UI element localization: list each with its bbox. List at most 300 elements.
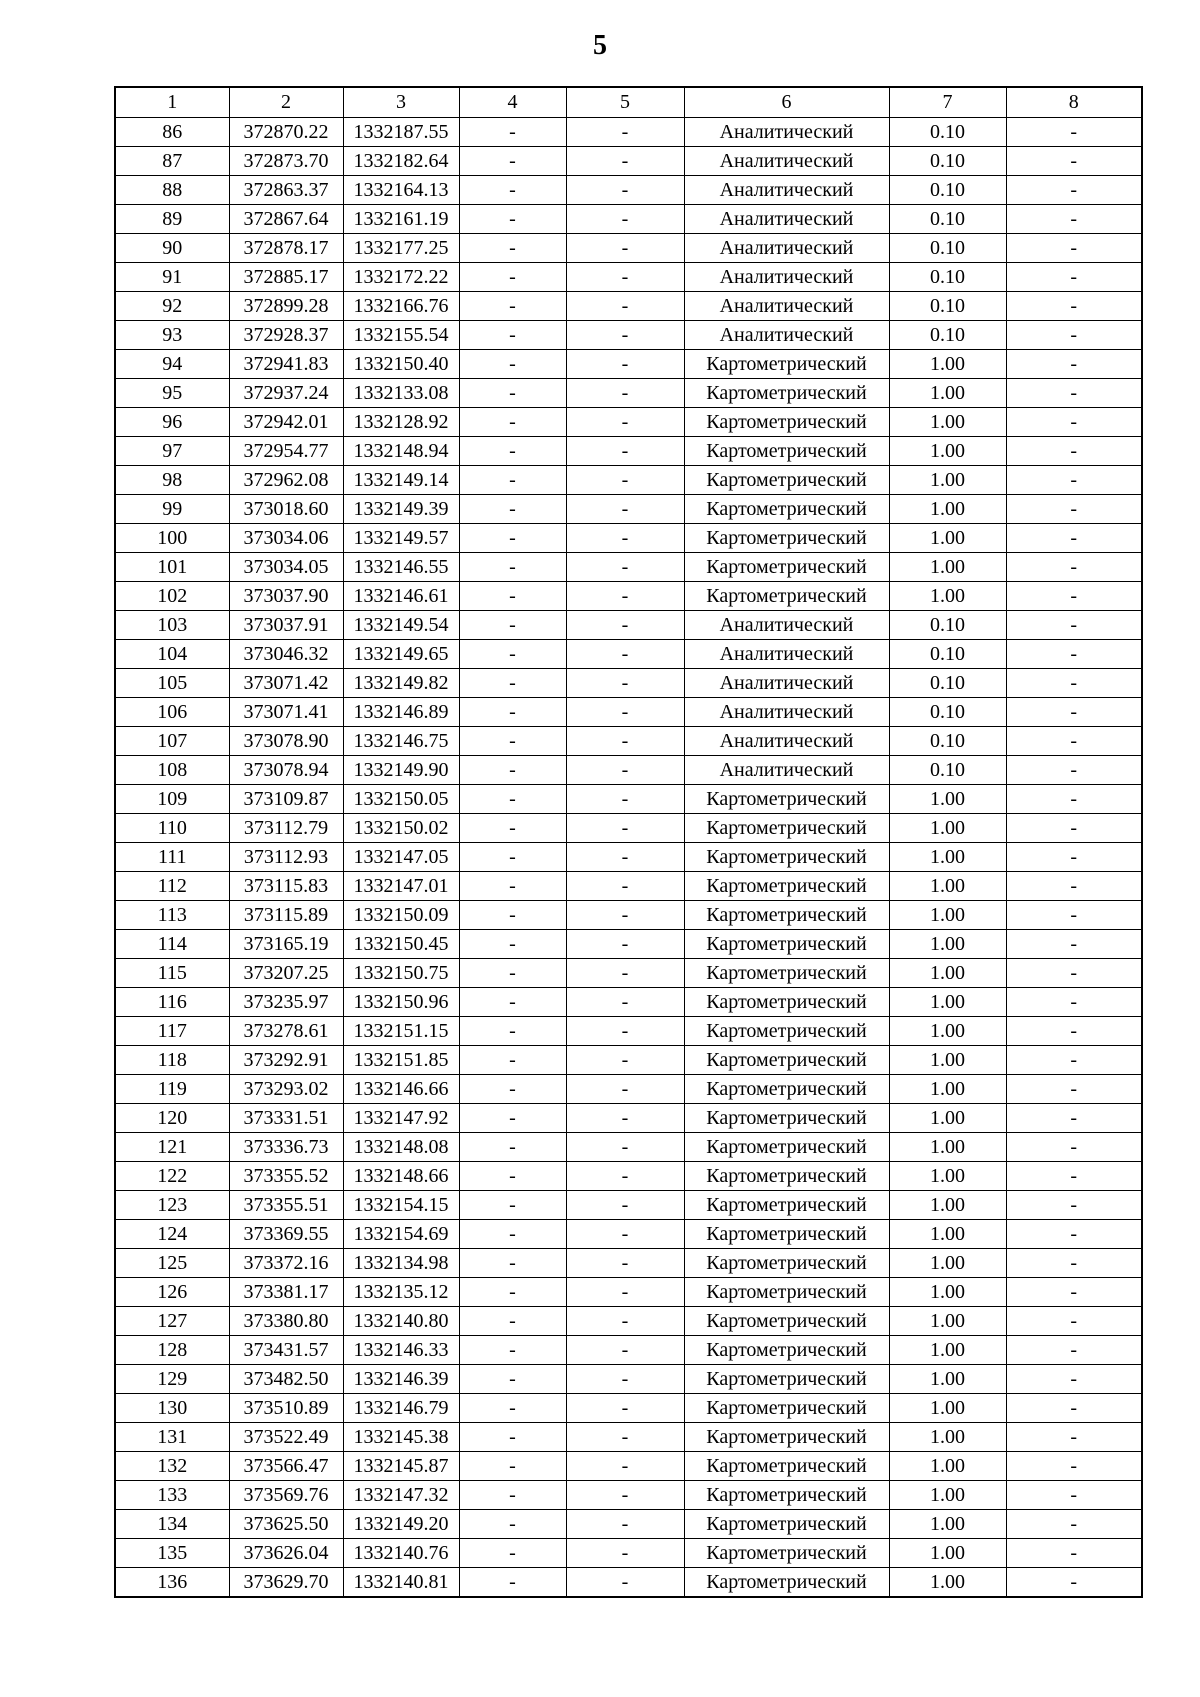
- cell-col-8: -: [1006, 639, 1142, 668]
- cell-coordinate-y: 1332140.76: [343, 1538, 459, 1567]
- cell-point-number: 98: [115, 465, 229, 494]
- cell-point-number: 128: [115, 1335, 229, 1364]
- cell-point-number: 125: [115, 1248, 229, 1277]
- cell-col-4: -: [459, 436, 566, 465]
- cell-col-4: -: [459, 697, 566, 726]
- cell-point-number: 97: [115, 436, 229, 465]
- cell-coordinate-y: 1332140.81: [343, 1567, 459, 1597]
- cell-method: Картометрический: [684, 813, 889, 842]
- cell-method: Картометрический: [684, 349, 889, 378]
- cell-coordinate-x: 372870.22: [229, 117, 343, 146]
- table-row: [115, 726, 1142, 755]
- cell-col-8: -: [1006, 929, 1142, 958]
- cell-method: Аналитический: [684, 610, 889, 639]
- table-row: [115, 378, 1142, 407]
- cell-coordinate-x: 372928.37: [229, 320, 343, 349]
- cell-point-number: 123: [115, 1190, 229, 1219]
- table-row: [115, 871, 1142, 900]
- cell-col-5: -: [566, 204, 684, 233]
- column-header-1: 1: [115, 87, 229, 117]
- cell-coordinate-y: 1332134.98: [343, 1248, 459, 1277]
- cell-col-5: -: [566, 117, 684, 146]
- table-row: [115, 1074, 1142, 1103]
- cell-accuracy: 1.00: [889, 349, 1006, 378]
- cell-accuracy: 1.00: [889, 1161, 1006, 1190]
- cell-col-4: -: [459, 1045, 566, 1074]
- cell-col-8: -: [1006, 117, 1142, 146]
- cell-method: Картометрический: [684, 1451, 889, 1480]
- cell-method: Картометрический: [684, 871, 889, 900]
- cell-col-8: -: [1006, 813, 1142, 842]
- cell-coordinate-y: 1332149.39: [343, 494, 459, 523]
- cell-accuracy: 1.00: [889, 987, 1006, 1016]
- cell-coordinate-x: 373112.79: [229, 813, 343, 842]
- cell-coordinate-x: 373115.83: [229, 871, 343, 900]
- cell-accuracy: 1.00: [889, 958, 1006, 987]
- table-row: [115, 1161, 1142, 1190]
- cell-accuracy: 1.00: [889, 465, 1006, 494]
- cell-col-5: -: [566, 1451, 684, 1480]
- cell-point-number: 86: [115, 117, 229, 146]
- cell-col-4: -: [459, 639, 566, 668]
- cell-col-8: -: [1006, 349, 1142, 378]
- cell-point-number: 110: [115, 813, 229, 842]
- cell-accuracy: 1.00: [889, 1103, 1006, 1132]
- column-header-4: 4: [459, 87, 566, 117]
- cell-coordinate-y: 1332150.05: [343, 784, 459, 813]
- cell-coordinate-y: 1332150.09: [343, 900, 459, 929]
- cell-accuracy: 1.00: [889, 813, 1006, 842]
- cell-point-number: 119: [115, 1074, 229, 1103]
- cell-col-5: -: [566, 755, 684, 784]
- cell-method: Аналитический: [684, 697, 889, 726]
- cell-col-4: -: [459, 1190, 566, 1219]
- cell-accuracy: 1.00: [889, 929, 1006, 958]
- cell-point-number: 91: [115, 262, 229, 291]
- cell-method: Картометрический: [684, 581, 889, 610]
- cell-coordinate-y: 1332146.89: [343, 697, 459, 726]
- cell-col-5: -: [566, 610, 684, 639]
- cell-col-4: -: [459, 523, 566, 552]
- cell-point-number: 92: [115, 291, 229, 320]
- cell-coordinate-x: 373109.87: [229, 784, 343, 813]
- cell-col-8: -: [1006, 1306, 1142, 1335]
- cell-method: Картометрический: [684, 1103, 889, 1132]
- cell-col-5: -: [566, 581, 684, 610]
- table-row: [115, 1335, 1142, 1364]
- cell-coordinate-x: 373293.02: [229, 1074, 343, 1103]
- cell-method: Картометрический: [684, 842, 889, 871]
- cell-col-8: -: [1006, 1335, 1142, 1364]
- cell-coordinate-y: 1332135.12: [343, 1277, 459, 1306]
- cell-col-5: -: [566, 1132, 684, 1161]
- table-row: [115, 262, 1142, 291]
- cell-col-5: -: [566, 1480, 684, 1509]
- cell-accuracy: 1.00: [889, 436, 1006, 465]
- cell-coordinate-x: 373522.49: [229, 1422, 343, 1451]
- cell-method: Картометрический: [684, 1364, 889, 1393]
- table-row: [115, 1306, 1142, 1335]
- cell-accuracy: 1.00: [889, 1306, 1006, 1335]
- cell-col-4: -: [459, 1219, 566, 1248]
- cell-col-8: -: [1006, 1538, 1142, 1567]
- table-row: [115, 291, 1142, 320]
- cell-method: Аналитический: [684, 291, 889, 320]
- table-row: [115, 117, 1142, 146]
- cell-coordinate-y: 1332177.25: [343, 233, 459, 262]
- cell-coordinate-x: 372885.17: [229, 262, 343, 291]
- cell-coordinate-x: 373034.05: [229, 552, 343, 581]
- table-row: [115, 1509, 1142, 1538]
- table-row: [115, 1567, 1142, 1597]
- cell-col-5: -: [566, 1335, 684, 1364]
- cell-coordinate-x: 373336.73: [229, 1132, 343, 1161]
- cell-coordinate-x: 373018.60: [229, 494, 343, 523]
- table-row: [115, 465, 1142, 494]
- cell-accuracy: 1.00: [889, 1045, 1006, 1074]
- cell-coordinate-y: 1332133.08: [343, 378, 459, 407]
- table-row: [115, 958, 1142, 987]
- cell-coordinate-y: 1332146.79: [343, 1393, 459, 1422]
- cell-point-number: 90: [115, 233, 229, 262]
- cell-coordinate-x: 373292.91: [229, 1045, 343, 1074]
- cell-point-number: 117: [115, 1016, 229, 1045]
- cell-col-8: -: [1006, 204, 1142, 233]
- table-row: [115, 842, 1142, 871]
- cell-coordinate-x: 372873.70: [229, 146, 343, 175]
- cell-col-5: -: [566, 726, 684, 755]
- cell-accuracy: 1.00: [889, 1364, 1006, 1393]
- cell-coordinate-x: 372937.24: [229, 378, 343, 407]
- cell-coordinate-x: 373566.47: [229, 1451, 343, 1480]
- cell-point-number: 106: [115, 697, 229, 726]
- cell-coordinate-x: 373046.32: [229, 639, 343, 668]
- cell-coordinate-y: 1332187.55: [343, 117, 459, 146]
- cell-col-4: -: [459, 842, 566, 871]
- cell-coordinate-x: 372962.08: [229, 465, 343, 494]
- cell-point-number: 89: [115, 204, 229, 233]
- cell-point-number: 118: [115, 1045, 229, 1074]
- cell-coordinate-y: 1332148.08: [343, 1132, 459, 1161]
- cell-col-8: -: [1006, 1451, 1142, 1480]
- cell-point-number: 131: [115, 1422, 229, 1451]
- table-row: [115, 755, 1142, 784]
- cell-col-5: -: [566, 1567, 684, 1597]
- cell-coordinate-y: 1332150.96: [343, 987, 459, 1016]
- table-row: [115, 233, 1142, 262]
- cell-col-8: -: [1006, 1248, 1142, 1277]
- table-row: [115, 494, 1142, 523]
- page-number: 5: [593, 30, 607, 61]
- cell-col-8: -: [1006, 842, 1142, 871]
- cell-col-4: -: [459, 1335, 566, 1364]
- table-row: [115, 581, 1142, 610]
- cell-coordinate-x: 373037.90: [229, 581, 343, 610]
- cell-method: Аналитический: [684, 668, 889, 697]
- cell-col-4: -: [459, 1509, 566, 1538]
- table-row: [115, 1480, 1142, 1509]
- cell-col-8: -: [1006, 871, 1142, 900]
- cell-coordinate-y: 1332150.75: [343, 958, 459, 987]
- cell-method: Аналитический: [684, 233, 889, 262]
- cell-col-8: -: [1006, 1103, 1142, 1132]
- cell-coordinate-y: 1332149.14: [343, 465, 459, 494]
- cell-col-4: -: [459, 581, 566, 610]
- cell-accuracy: 1.00: [889, 1480, 1006, 1509]
- cell-col-5: -: [566, 871, 684, 900]
- cell-method: Картометрический: [684, 900, 889, 929]
- cell-coordinate-x: 373431.57: [229, 1335, 343, 1364]
- cell-col-4: -: [459, 407, 566, 436]
- cell-col-4: -: [459, 755, 566, 784]
- cell-coordinate-y: 1332161.19: [343, 204, 459, 233]
- cell-col-5: -: [566, 639, 684, 668]
- cell-col-8: -: [1006, 726, 1142, 755]
- cell-col-4: -: [459, 465, 566, 494]
- cell-col-5: -: [566, 1509, 684, 1538]
- table-row: [115, 1045, 1142, 1074]
- cell-col-8: -: [1006, 1132, 1142, 1161]
- cell-coordinate-y: 1332154.15: [343, 1190, 459, 1219]
- cell-point-number: 109: [115, 784, 229, 813]
- cell-coordinate-y: 1332147.32: [343, 1480, 459, 1509]
- cell-accuracy: 0.10: [889, 233, 1006, 262]
- cell-col-5: -: [566, 262, 684, 291]
- table-row: [115, 813, 1142, 842]
- cell-col-5: -: [566, 146, 684, 175]
- cell-method: Картометрический: [684, 1480, 889, 1509]
- cell-col-8: -: [1006, 1045, 1142, 1074]
- cell-method: Картометрический: [684, 407, 889, 436]
- cell-coordinate-y: 1332151.85: [343, 1045, 459, 1074]
- cell-col-4: -: [459, 1277, 566, 1306]
- cell-accuracy: 1.00: [889, 1538, 1006, 1567]
- cell-accuracy: 0.10: [889, 639, 1006, 668]
- cell-coordinate-x: 373278.61: [229, 1016, 343, 1045]
- cell-coordinate-x: 372878.17: [229, 233, 343, 262]
- cell-col-5: -: [566, 1364, 684, 1393]
- cell-coordinate-x: 373369.55: [229, 1219, 343, 1248]
- column-header-6: 6: [684, 87, 889, 117]
- cell-col-4: -: [459, 1538, 566, 1567]
- cell-accuracy: 1.00: [889, 842, 1006, 871]
- cell-col-8: -: [1006, 1161, 1142, 1190]
- cell-col-5: -: [566, 1422, 684, 1451]
- table-row: [115, 900, 1142, 929]
- cell-coordinate-y: 1332147.05: [343, 842, 459, 871]
- cell-col-5: -: [566, 958, 684, 987]
- cell-col-4: -: [459, 378, 566, 407]
- table-row: [115, 1248, 1142, 1277]
- cell-col-4: -: [459, 1074, 566, 1103]
- cell-method: Аналитический: [684, 204, 889, 233]
- cell-col-5: -: [566, 813, 684, 842]
- table-row: [115, 436, 1142, 465]
- cell-col-4: -: [459, 1451, 566, 1480]
- cell-accuracy: 0.10: [889, 755, 1006, 784]
- cell-accuracy: 1.00: [889, 523, 1006, 552]
- cell-col-8: -: [1006, 668, 1142, 697]
- cell-accuracy: 1.00: [889, 1219, 1006, 1248]
- cell-coordinate-y: 1332150.02: [343, 813, 459, 842]
- table-row: [115, 1451, 1142, 1480]
- cell-method: Картометрический: [684, 1567, 889, 1597]
- cell-point-number: 135: [115, 1538, 229, 1567]
- cell-coordinate-x: 373372.16: [229, 1248, 343, 1277]
- cell-method: Картометрический: [684, 987, 889, 1016]
- cell-accuracy: 0.10: [889, 262, 1006, 291]
- cell-accuracy: 1.00: [889, 1422, 1006, 1451]
- cell-point-number: 111: [115, 842, 229, 871]
- cell-accuracy: 1.00: [889, 581, 1006, 610]
- cell-accuracy: 1.00: [889, 871, 1006, 900]
- cell-coordinate-x: 373331.51: [229, 1103, 343, 1132]
- cell-col-5: -: [566, 1045, 684, 1074]
- cell-point-number: 116: [115, 987, 229, 1016]
- cell-col-4: -: [459, 233, 566, 262]
- table-row: [115, 1016, 1142, 1045]
- cell-point-number: 93: [115, 320, 229, 349]
- cell-col-4: -: [459, 146, 566, 175]
- cell-method: Аналитический: [684, 175, 889, 204]
- cell-method: Картометрический: [684, 1306, 889, 1335]
- cell-accuracy: 1.00: [889, 378, 1006, 407]
- cell-col-8: -: [1006, 552, 1142, 581]
- cell-coordinate-x: 372954.77: [229, 436, 343, 465]
- cell-col-5: -: [566, 552, 684, 581]
- cell-col-8: -: [1006, 1422, 1142, 1451]
- cell-col-5: -: [566, 320, 684, 349]
- cell-col-8: -: [1006, 958, 1142, 987]
- cell-point-number: 127: [115, 1306, 229, 1335]
- cell-coordinate-y: 1332149.90: [343, 755, 459, 784]
- cell-coordinate-y: 1332149.65: [343, 639, 459, 668]
- cell-accuracy: 1.00: [889, 1509, 1006, 1538]
- cell-col-5: -: [566, 1190, 684, 1219]
- cell-coordinate-x: 373625.50: [229, 1509, 343, 1538]
- cell-col-5: -: [566, 1277, 684, 1306]
- cell-accuracy: 1.00: [889, 1277, 1006, 1306]
- cell-coordinate-x: 373569.76: [229, 1480, 343, 1509]
- cell-coordinate-y: 1332172.22: [343, 262, 459, 291]
- cell-coordinate-x: 373355.52: [229, 1161, 343, 1190]
- cell-col-8: -: [1006, 697, 1142, 726]
- cell-method: Картометрический: [684, 1045, 889, 1074]
- cell-coordinate-x: 373078.90: [229, 726, 343, 755]
- cell-coordinate-y: 1332154.69: [343, 1219, 459, 1248]
- cell-method: Картометрический: [684, 1074, 889, 1103]
- cell-accuracy: 0.10: [889, 726, 1006, 755]
- table-row: [115, 320, 1142, 349]
- cell-col-5: -: [566, 175, 684, 204]
- cell-coordinate-x: 373207.25: [229, 958, 343, 987]
- cell-point-number: 121: [115, 1132, 229, 1161]
- cell-col-8: -: [1006, 1219, 1142, 1248]
- cell-method: Картометрический: [684, 1190, 889, 1219]
- cell-col-5: -: [566, 1538, 684, 1567]
- cell-col-5: -: [566, 1219, 684, 1248]
- cell-col-4: -: [459, 1393, 566, 1422]
- cell-col-8: -: [1006, 465, 1142, 494]
- cell-coordinate-y: 1332150.45: [343, 929, 459, 958]
- table-row: [115, 1132, 1142, 1161]
- cell-point-number: 96: [115, 407, 229, 436]
- cell-col-4: -: [459, 958, 566, 987]
- column-header-8: 8: [1006, 87, 1142, 117]
- cell-point-number: 95: [115, 378, 229, 407]
- cell-col-4: -: [459, 610, 566, 639]
- cell-col-8: -: [1006, 755, 1142, 784]
- column-header-7: 7: [889, 87, 1006, 117]
- cell-col-4: -: [459, 1248, 566, 1277]
- cell-method: Картометрический: [684, 1161, 889, 1190]
- cell-method: Аналитический: [684, 146, 889, 175]
- cell-col-5: -: [566, 1161, 684, 1190]
- cell-col-4: -: [459, 204, 566, 233]
- table-row: [115, 407, 1142, 436]
- cell-point-number: 102: [115, 581, 229, 610]
- cell-col-4: -: [459, 175, 566, 204]
- cell-point-number: 134: [115, 1509, 229, 1538]
- cell-method: Картометрический: [684, 1538, 889, 1567]
- cell-col-5: -: [566, 1016, 684, 1045]
- cell-col-8: -: [1006, 146, 1142, 175]
- cell-coordinate-x: 373112.93: [229, 842, 343, 871]
- cell-method: Картометрический: [684, 378, 889, 407]
- cell-accuracy: 1.00: [889, 1451, 1006, 1480]
- cell-col-8: -: [1006, 175, 1142, 204]
- cell-coordinate-y: 1332146.61: [343, 581, 459, 610]
- cell-coordinate-y: 1332146.33: [343, 1335, 459, 1364]
- cell-method: Аналитический: [684, 117, 889, 146]
- cell-point-number: 103: [115, 610, 229, 639]
- table-row: [115, 349, 1142, 378]
- cell-col-4: -: [459, 1103, 566, 1132]
- cell-method: Картометрический: [684, 436, 889, 465]
- cell-point-number: 104: [115, 639, 229, 668]
- cell-coordinate-y: 1332146.66: [343, 1074, 459, 1103]
- cell-col-5: -: [566, 842, 684, 871]
- cell-col-4: -: [459, 494, 566, 523]
- cell-col-4: -: [459, 871, 566, 900]
- cell-col-8: -: [1006, 494, 1142, 523]
- cell-col-4: -: [459, 929, 566, 958]
- cell-point-number: 107: [115, 726, 229, 755]
- cell-col-8: -: [1006, 407, 1142, 436]
- cell-coordinate-x: 373355.51: [229, 1190, 343, 1219]
- cell-point-number: 122: [115, 1161, 229, 1190]
- cell-point-number: 115: [115, 958, 229, 987]
- cell-col-5: -: [566, 1103, 684, 1132]
- cell-col-5: -: [566, 349, 684, 378]
- cell-col-5: -: [566, 523, 684, 552]
- cell-col-5: -: [566, 233, 684, 262]
- cell-coordinate-x: 373381.17: [229, 1277, 343, 1306]
- cell-coordinate-y: 1332147.92: [343, 1103, 459, 1132]
- cell-col-8: -: [1006, 1190, 1142, 1219]
- cell-coordinate-y: 1332149.57: [343, 523, 459, 552]
- cell-coordinate-x: 373071.42: [229, 668, 343, 697]
- cell-col-8: -: [1006, 1480, 1142, 1509]
- cell-method: Аналитический: [684, 639, 889, 668]
- cell-coordinate-y: 1332140.80: [343, 1306, 459, 1335]
- cell-coordinate-x: 373071.41: [229, 697, 343, 726]
- table-row: [115, 146, 1142, 175]
- cell-col-8: -: [1006, 1509, 1142, 1538]
- table-row: [115, 1393, 1142, 1422]
- cell-col-8: -: [1006, 1074, 1142, 1103]
- table-row: [115, 1219, 1142, 1248]
